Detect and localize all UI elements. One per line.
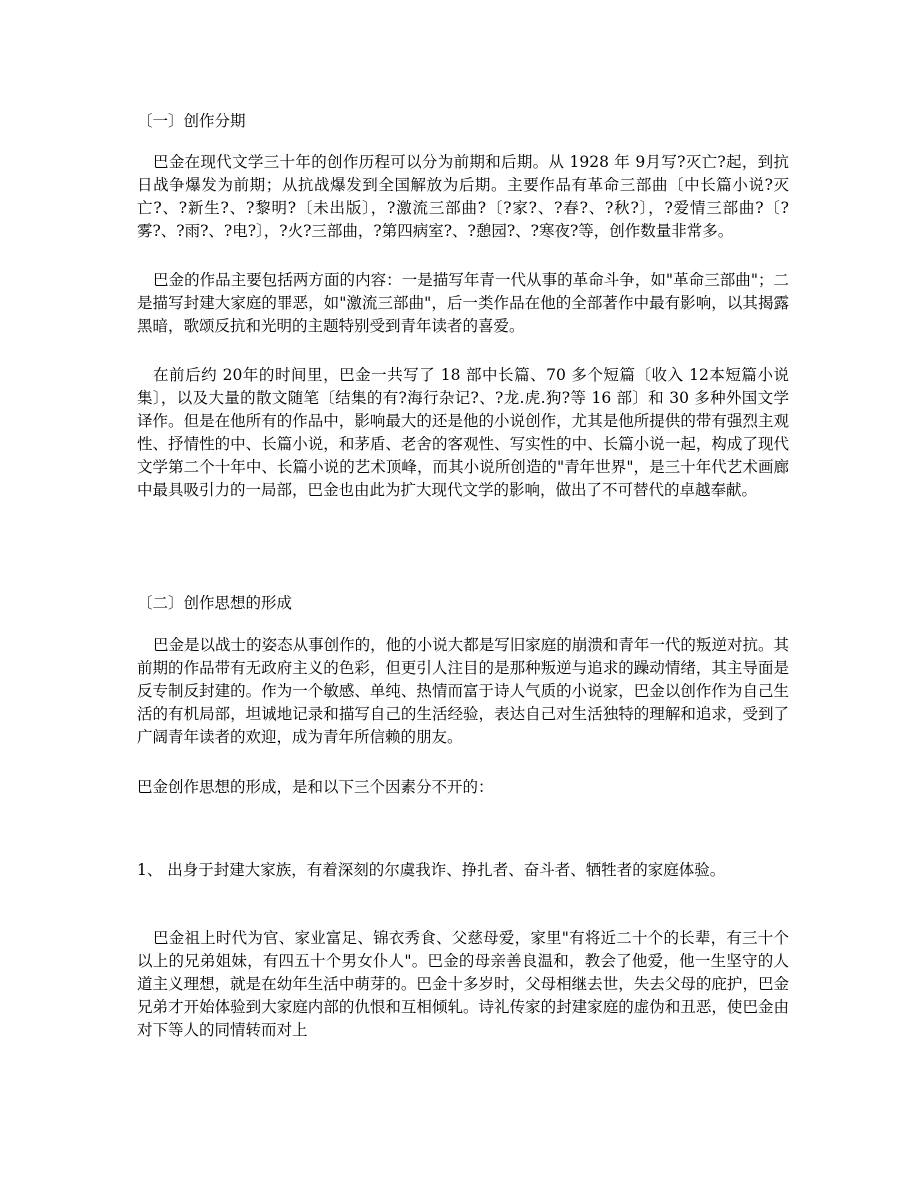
section-1-heading: 〔一〕创作分期 — [137, 112, 246, 130]
section-1-paragraph-3: 在前后约 20年的时间里，巴金一共写了 18 部中长篇、70 多个短篇〔收入 12本短篇小说集〕，以及大量的散文随笔〔结集的有?海行杂记?、?龙.虎.狗?等 16 部〕和 30 多种外国文学译作。但是在他所有的作品中，影响最大的还是他的小说创作，尤其是他所提供的带有强烈主观性、抒情性的中、长篇小说，和茅盾、老舍的客观性、写实性的中、长篇小说一起，构成了现代文学第二个十年中、长篇小说的艺术顶峰，而其小说所创造的"青年世界"，是三十年代艺术画廊中最具吸引力的一局部，巴金也由此为扩大现代文学的影响，做出了不可替代的卓越奉献。 — [137, 366, 789, 499]
point-1-heading: 1、 出身于封建大家族，有着深刻的尔虞我诈、挣扎者、奋斗者、牺牲者的家庭体验。 — [137, 861, 726, 879]
section-2-paragraph-1: 巴金是以战士的姿态从事创作的，他的小说大都是写旧家庭的崩溃和青年一代的叛逆对抗。其前期的作品带有无政府主义的色彩，但更引人注目的是那种叛逆与追求的躁动情绪，其主导面是反专制反封建的。作为一个敏感、单纯、热情而富于诗人气质的小说家，巴金以创作作为自己生活的有机局部，坦诚地记录和描写自己的生活经验，表达自己对生活独特的理解和追求，受到了广阔青年读者的欢迎，成为青年所信赖的朋友。 — [137, 636, 789, 746]
point-1-paragraph-1: 巴金祖上时代为官、家业富足、锦衣秀食、父慈母爱，家里"有将近二十个的长辈，有三十个以上的兄弟姐妹，有四五十个男女仆人"。巴金的母亲善良温和，教会了他爱，他一生坚守的人道主义理想，就是在幼年生活中萌芽的。巴金十多岁时，父母相继去世，失去父母的庇护，巴金兄弟才开始体验到大家庭内部的仇恨和互相倾轧。诗礼传家的封建家庭的虚伪和丑恶，使巴金由对下等人的同情转而对上 — [137, 929, 789, 1039]
section-1-paragraph-1: 巴金在现代文学三十年的创作历程可以分为前期和后期。从 1928 年 9月写?灭亡?起，到抗日战争爆发为前期；从抗战爆发到全国解放为后期。主要作品有革命三部曲〔中长篇小说?灭亡?、?新生?、?黎明?〔未出版〕，?激流三部曲?〔?家?、?春?、?秋?〕，?爱情三部曲?〔?雾?、?雨?、?电?〕，?火?三部曲，?第四病室?、?憩园?、?寒夜?等，创作数量非常多。 — [137, 153, 789, 240]
section-1-paragraph-2: 巴金的作品主要包括两方面的内容：一是描写年青一代从事的革命斗争，如"革命三部曲"；二是描写封建大家庭的罪恶，如"激流三部曲"，后一类作品在他的全部著作中最有影响，以其揭露黑暗，歌颂反抗和光明的主题特别受到青年读者的喜爱。 — [137, 271, 789, 335]
section-2-paragraph-2: 巴金创作思想的形成，是和以下三个因素分不开的： — [137, 778, 494, 796]
section-2-heading: 〔二〕创作思想的形成 — [137, 594, 293, 612]
